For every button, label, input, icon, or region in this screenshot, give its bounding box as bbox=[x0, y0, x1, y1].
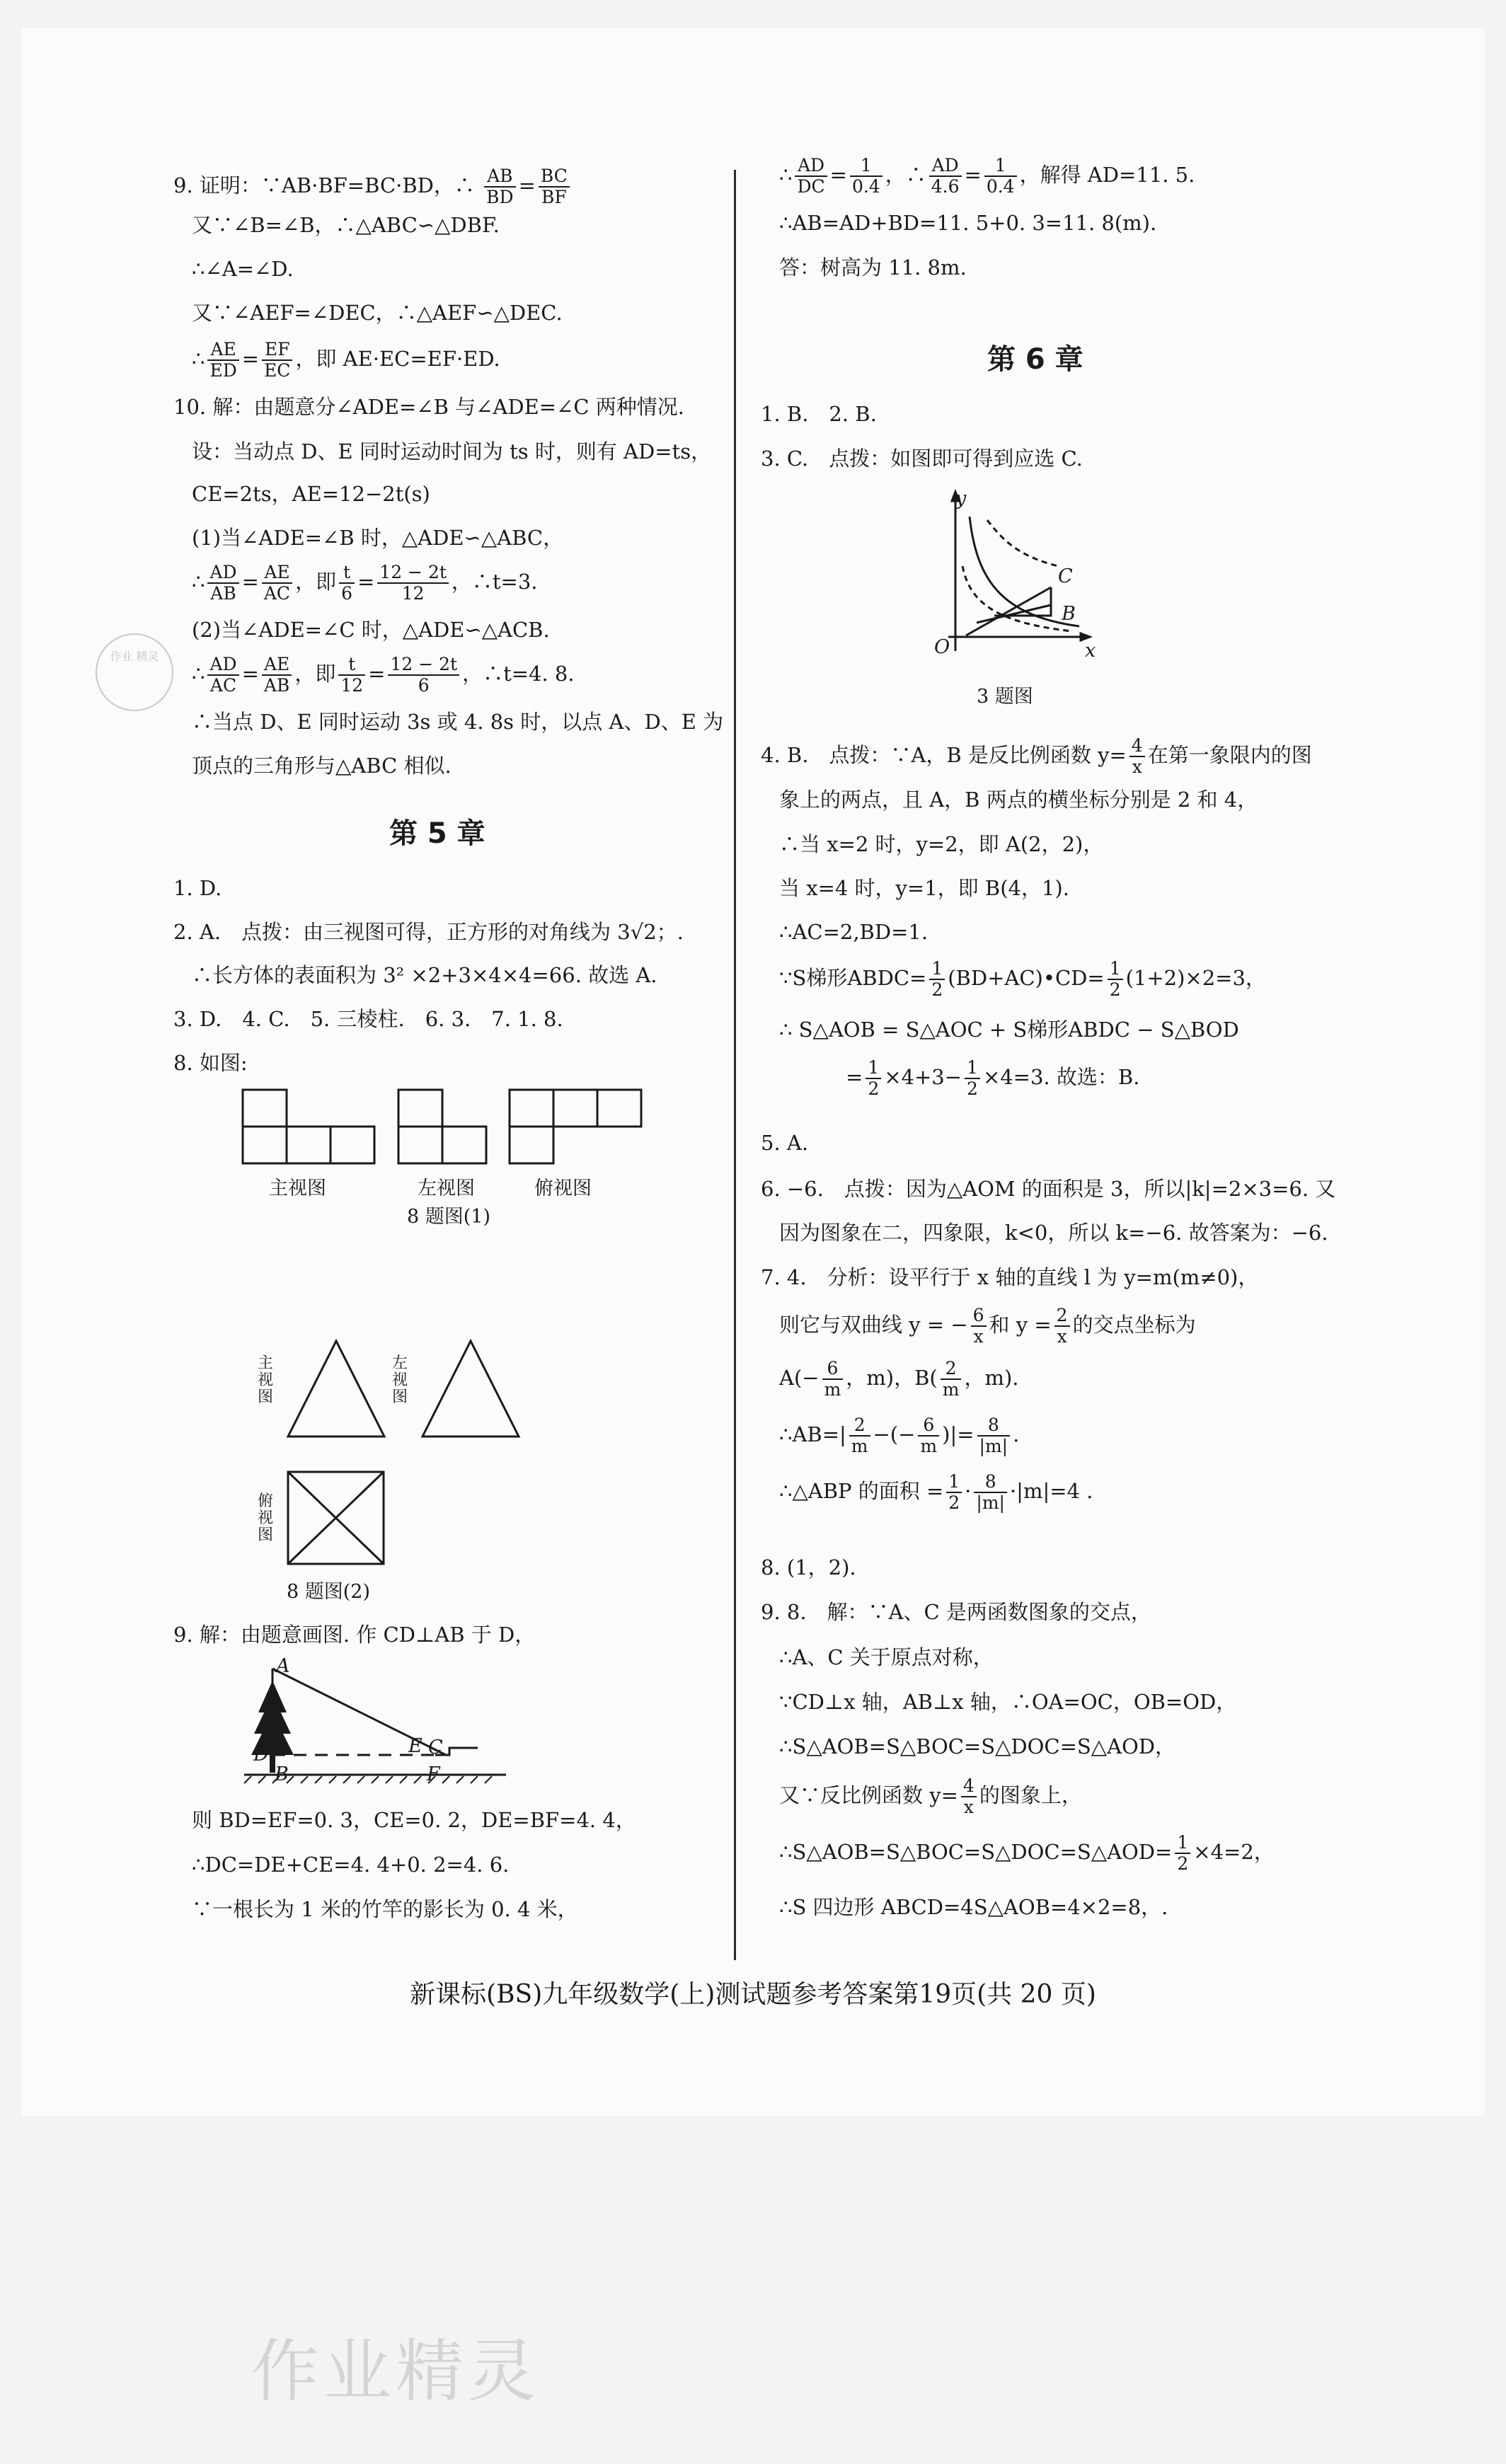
text: ×4+3− bbox=[884, 1065, 962, 1089]
c6-answer-1-2: 1. B. 2. B. bbox=[761, 402, 877, 426]
c5-answer-2b: ∴长方体的表面积为 3² ×2+3×4×4=66. 故选 A. bbox=[192, 963, 657, 987]
num: AD bbox=[207, 563, 238, 584]
c6-answer-7e bbox=[761, 1472, 1093, 1513]
c6-answer-9f bbox=[761, 1833, 1275, 1874]
den: 4.6 bbox=[931, 176, 960, 197]
c6-answer-9e bbox=[761, 1776, 1082, 1817]
c5-answer-8: 8. 如图: bbox=[173, 1051, 248, 1075]
q10-line4: (1)当∠ADE=∠B 时，△ADE∽△ABC， bbox=[192, 526, 564, 550]
label-C: C bbox=[428, 1737, 443, 1758]
den: ED bbox=[209, 360, 237, 381]
watermark-logo: 作业精灵 bbox=[251, 2332, 540, 2411]
q10-line5: ∴ $\frac{AD}{AB}$ = $\frac{AE}{AC}$ ，即 $\frac{t}{6}$ = $\frac{12 - 2t}{12}$ ，∴t=3. bbox=[192, 562, 538, 604]
num: 8 bbox=[977, 1415, 1011, 1437]
den: 2 bbox=[868, 1078, 880, 1099]
q10-line8: ∴当点 D、E 同时运动 3s 或 4. 8s 时，以点 A、D、E 为 bbox=[192, 710, 724, 734]
den: 2 bbox=[1109, 979, 1121, 1000]
text: ∴△ABP 的面积 = bbox=[779, 1479, 944, 1503]
den: x bbox=[973, 1326, 984, 1347]
graph-c-label: C bbox=[1058, 565, 1073, 587]
den: m bbox=[942, 1379, 960, 1400]
num: 4 bbox=[1130, 736, 1145, 757]
num: 4 bbox=[961, 1776, 977, 1797]
num: 1 bbox=[850, 156, 883, 177]
den: 0.4 bbox=[986, 176, 1015, 197]
num: 12 − 2t bbox=[377, 563, 449, 584]
den: 12 bbox=[401, 583, 425, 604]
cap-front-view: 主视图 bbox=[269, 1178, 326, 1199]
text: ×4=2， bbox=[1193, 1840, 1275, 1864]
den: BF bbox=[541, 187, 567, 207]
column-divider bbox=[734, 170, 736, 1960]
graph-origin-label: O bbox=[934, 636, 950, 658]
num: 6 bbox=[971, 1306, 987, 1327]
q9-line3: ∴∠A=∠D. bbox=[192, 257, 294, 281]
text: ，m). bbox=[964, 1366, 1019, 1390]
c6-answer-6b: 因为图象在二，四象限，k<0，所以 k=−6. 故答案为：−6. bbox=[779, 1221, 1328, 1245]
den: 2 bbox=[1177, 1853, 1189, 1874]
c6-answer-7b bbox=[761, 1306, 1196, 1347]
label-B: B bbox=[275, 1763, 289, 1785]
c6-answer-9g: ∴S 四边形 ABCD=4S△AOB=4×2=8，. bbox=[779, 1895, 1168, 1919]
den: 12 bbox=[340, 675, 364, 696]
den: DC bbox=[797, 176, 825, 197]
den: 6 bbox=[341, 583, 352, 604]
num: 1 bbox=[1175, 1833, 1190, 1854]
den: 2 bbox=[948, 1492, 960, 1513]
r-line3: 答：树高为 11. 8m. bbox=[779, 255, 967, 280]
text: ，m)，B( bbox=[846, 1366, 938, 1390]
label-E: E bbox=[408, 1735, 423, 1757]
text: 和 y = bbox=[989, 1313, 1052, 1337]
graph-y-label: y bbox=[955, 488, 967, 510]
c6-answer-9c: ∵CD⊥x 轴，AB⊥x 轴，∴OA=OC，OB=OD， bbox=[779, 1690, 1237, 1714]
text: ∴S△AOB=S△BOC=S△DOC=S△AOD= bbox=[779, 1840, 1173, 1864]
num: BC bbox=[539, 166, 570, 188]
text: 又∵反比例函数 y= bbox=[779, 1783, 958, 1807]
text: ∴ bbox=[192, 347, 205, 371]
text: −(− bbox=[873, 1422, 916, 1446]
num: t bbox=[339, 563, 355, 584]
den: AB bbox=[263, 675, 290, 696]
fraction bbox=[822, 1359, 844, 1400]
text: 的图象上， bbox=[979, 1783, 1082, 1807]
den: x bbox=[963, 1797, 974, 1817]
den: EC bbox=[264, 360, 291, 381]
text: ×4=3. 故选：B. bbox=[982, 1065, 1140, 1089]
text: ∴ bbox=[779, 163, 793, 187]
num: 2 bbox=[1054, 1306, 1070, 1327]
q9-line5: ∴ $\frac{AE}{ED}$ = $\frac{EF}{EC}$ ，即 AE·EC=EF·ED. bbox=[192, 339, 500, 381]
fraction bbox=[1175, 1833, 1190, 1874]
c6-answer-4d: 当 x=4 时，y=1，即 B(4，1). bbox=[779, 876, 1069, 900]
text: ∵S梯形ABDC= bbox=[779, 966, 927, 990]
num: AE bbox=[262, 655, 292, 676]
c5-answer-9: 9. 解：由题意画图. 作 CD⊥AB 于 D， bbox=[173, 1623, 536, 1647]
num: 1 bbox=[929, 959, 945, 980]
label-D: D bbox=[253, 1744, 269, 1766]
c6-answer-7d bbox=[761, 1415, 1019, 1456]
text: 4. B. 点拨：∵A，B 是反比例函数 y= bbox=[761, 743, 1127, 767]
text: ，即 bbox=[295, 570, 337, 594]
text: . bbox=[1013, 1422, 1020, 1446]
num: AD bbox=[795, 156, 827, 177]
text: = bbox=[846, 1065, 863, 1089]
cap-left-view: 左视图 bbox=[418, 1178, 475, 1199]
den: BD bbox=[486, 187, 514, 207]
text: A(− bbox=[779, 1366, 820, 1390]
num: 6 bbox=[918, 1415, 939, 1437]
num: AD bbox=[207, 655, 238, 676]
c6-answer-9: 9. 8. 解：∵A、C 是两函数图象的交点， bbox=[761, 1600, 1151, 1624]
r-line1: ∴ $\frac{AD}{DC}$ = $\frac{1}{0.4}$ ，∴ $\frac{AD}{4.6}$ = $\frac{1}{0.4}$ ，解得 AD=11. 5. bbox=[779, 155, 1195, 197]
num: 12 − 2t bbox=[388, 655, 459, 676]
den: x bbox=[1057, 1326, 1067, 1347]
c6-answer-8: 8. (1，2). bbox=[761, 1555, 856, 1579]
num: 1 bbox=[946, 1472, 962, 1493]
c5-answer-9c: ∴DC=DE+CE=4. 4+0. 2=4. 6. bbox=[192, 1853, 510, 1877]
den: x bbox=[1132, 756, 1142, 777]
caption-fig3: 3 题图 bbox=[977, 686, 1033, 708]
c5-answer-9b: 则 BD=EF=0. 3，CE=0. 2，DE=BF=4. 4， bbox=[192, 1808, 636, 1832]
c6-answer-4h bbox=[846, 1058, 1139, 1099]
den: AC bbox=[209, 675, 237, 696]
c6-answer-9b: ∴A、C 关于原点对称， bbox=[779, 1645, 994, 1669]
den: |m| bbox=[979, 1436, 1008, 1456]
fraction bbox=[849, 1415, 870, 1456]
den: m bbox=[851, 1436, 868, 1456]
cap-top-view: 俯视图 bbox=[534, 1178, 592, 1199]
q10-line3: CE=2ts，AE=12−2t(s) bbox=[192, 482, 430, 506]
graph-b-label: B bbox=[1062, 603, 1076, 625]
fraction bbox=[971, 1306, 987, 1347]
text: ，∴t=3. bbox=[451, 570, 538, 594]
label-A: A bbox=[276, 1655, 290, 1677]
label-F: F bbox=[427, 1763, 440, 1785]
num: t bbox=[338, 655, 365, 676]
c6-answer-9d: ∴S△AOB=S△BOC=S△DOC=S△AOD， bbox=[779, 1734, 1176, 1758]
c6-answer-4b: 象上的两点，且 A，B 两点的横坐标分别是 2 和 4， bbox=[779, 788, 1258, 812]
c5-answer-2: 2. A. 点拨：由三视图可得，正方形的对角线为 3√2；. bbox=[173, 920, 684, 944]
num: AE bbox=[207, 340, 238, 361]
num: AE bbox=[262, 563, 292, 584]
stamp-watermark: 作业 精灵 bbox=[96, 633, 173, 711]
c5-answer-3-7: 3. D. 4. C. 5. 三棱柱. 6. 3. 7. 1. 8. bbox=[173, 1007, 563, 1031]
c5-answer-1: 1. D. bbox=[173, 876, 222, 900]
fraction bbox=[946, 1472, 962, 1513]
den: m bbox=[920, 1436, 938, 1456]
num: EF bbox=[262, 340, 292, 361]
text: ，即 bbox=[294, 662, 336, 686]
tree-shadow-figure bbox=[173, 28, 732, 2010]
fraction bbox=[1108, 959, 1123, 1000]
text: ∴ bbox=[192, 570, 205, 594]
text: ，解得 AD=11. 5. bbox=[1019, 163, 1195, 187]
text: 9. 证明：∵AB·BF=BC·BD，∴ bbox=[173, 173, 475, 197]
den: |m| bbox=[976, 1492, 1005, 1513]
fraction bbox=[974, 1472, 1007, 1513]
vcap-left-view: 左视图 bbox=[391, 1354, 408, 1406]
text: (BD+AC)•CD= bbox=[948, 966, 1105, 990]
num: AD bbox=[929, 156, 962, 177]
vcap-front-view: 主视图 bbox=[257, 1354, 273, 1406]
c6-answer-7: 7. 4. 分析：设平行于 x 轴的直线 l 为 y=m(m≠0)， bbox=[761, 1265, 1259, 1289]
r-line2: ∴AB=AD+BD=11. 5+0. 3=11. 8(m). bbox=[779, 211, 1157, 235]
q10-line1: 10. 解：由题意分∠ADE=∠B 与∠ADE=∠C 两种情况. bbox=[173, 395, 685, 419]
fraction bbox=[1054, 1306, 1070, 1347]
num: 2 bbox=[849, 1415, 870, 1437]
text: 的交点坐标为 bbox=[1072, 1313, 1196, 1337]
num: 1 bbox=[965, 1058, 980, 1079]
vcap-top-view: 俯视图 bbox=[257, 1492, 273, 1544]
text: ，∴t=4. 8. bbox=[462, 662, 575, 686]
fraction bbox=[929, 959, 945, 1000]
den: 2 bbox=[967, 1078, 978, 1099]
c6-answer-3: 3. C. 点拨：如图即可得到应选 C. bbox=[761, 447, 1083, 471]
page-footer: 新课标(BS)九年级数学(上)测试题参考答案第19页(共 20 页) bbox=[410, 1980, 1096, 2009]
fraction bbox=[961, 1776, 977, 1817]
graph-x-label: x bbox=[1085, 640, 1096, 662]
c6-answer-4c: ∴当 x=2 时，y=2，即 A(2，2)， bbox=[779, 832, 1104, 856]
num: 1 bbox=[866, 1058, 881, 1079]
den: AB bbox=[210, 583, 236, 604]
caption-fig8-1: 8 题图(1) bbox=[407, 1206, 491, 1228]
den: m bbox=[824, 1379, 841, 1400]
fraction bbox=[965, 1058, 980, 1099]
c6-answer-4 bbox=[761, 736, 1312, 777]
num: 8 bbox=[974, 1472, 1007, 1493]
c6-answer-4e: ∴AC=2,BD=1. bbox=[779, 920, 929, 944]
chapter5-title: 第 5 章 bbox=[389, 817, 485, 850]
den: 2 bbox=[931, 979, 943, 1000]
text: ·|m|=4 . bbox=[1009, 1479, 1093, 1503]
fraction bbox=[977, 1415, 1011, 1456]
fraction bbox=[918, 1415, 939, 1456]
den: AC bbox=[263, 583, 291, 604]
fraction bbox=[1130, 736, 1145, 777]
q10-line2: 设：当动点 D、E 同时运动时间为 ts 时，则有 AD=ts， bbox=[192, 439, 712, 464]
q9-line4: 又∵∠AEF=∠DEC，∴△AEF∽△DEC. bbox=[192, 301, 563, 325]
den: 0.4 bbox=[851, 176, 880, 197]
num: AB bbox=[484, 166, 515, 188]
fraction bbox=[866, 1058, 881, 1099]
num: 2 bbox=[941, 1359, 962, 1380]
page bbox=[21, 28, 1485, 2116]
c6-answer-6: 6. −6. 点拨：因为△AOM 的面积是 3，所以|k|=2×3=6. 又 bbox=[761, 1177, 1336, 1201]
text: )|= bbox=[942, 1422, 975, 1446]
text: 在第一象限内的图 bbox=[1147, 743, 1312, 767]
text: ∴AB=| bbox=[779, 1422, 846, 1446]
q10-line7: ∴ $\frac{AD}{AC}$ = $\frac{AE}{AB}$ ，即 $\frac{t}{12}$ = $\frac{12 - 2t}{6}$ ，∴t=4. 8. bbox=[192, 654, 575, 696]
q9-line2: 又∵∠B=∠B，∴△ABC∽△DBF. bbox=[192, 213, 500, 237]
fraction bbox=[941, 1359, 962, 1400]
text: ，即 AE·EC=EF·ED. bbox=[295, 347, 500, 371]
c5-answer-9d: ∵一根长为 1 米的竹竿的影长为 0. 4 米， bbox=[192, 1897, 578, 1921]
text: ，∴ bbox=[885, 163, 926, 187]
num: 6 bbox=[822, 1359, 844, 1380]
caption-fig8-2: 8 题图(2) bbox=[287, 1581, 371, 1603]
text: ∴ bbox=[192, 662, 205, 686]
q10-line6: (2)当∠ADE=∠C 时，△ADE∽△ACB. bbox=[192, 618, 550, 642]
c6-answer-7c bbox=[761, 1359, 1019, 1400]
text: 则它与双曲线 y = − bbox=[779, 1313, 968, 1337]
text: (1+2)×2=3， bbox=[1125, 966, 1266, 990]
text: · bbox=[965, 1479, 972, 1503]
text: = bbox=[518, 173, 536, 197]
c6-answer-4g: ∴ S△AOB = S△AOC + S梯形ABDC − S△BOD bbox=[779, 1018, 1239, 1042]
num: 1 bbox=[984, 156, 1017, 177]
q10-line9: 顶点的三角形与△ABC 相似. bbox=[192, 754, 452, 778]
c6-answer-5: 5. A. bbox=[761, 1131, 809, 1155]
num: 1 bbox=[1108, 959, 1123, 980]
den: 6 bbox=[418, 675, 430, 696]
chapter6-title: 第 6 章 bbox=[987, 343, 1083, 376]
c6-answer-4f bbox=[761, 959, 1266, 1000]
